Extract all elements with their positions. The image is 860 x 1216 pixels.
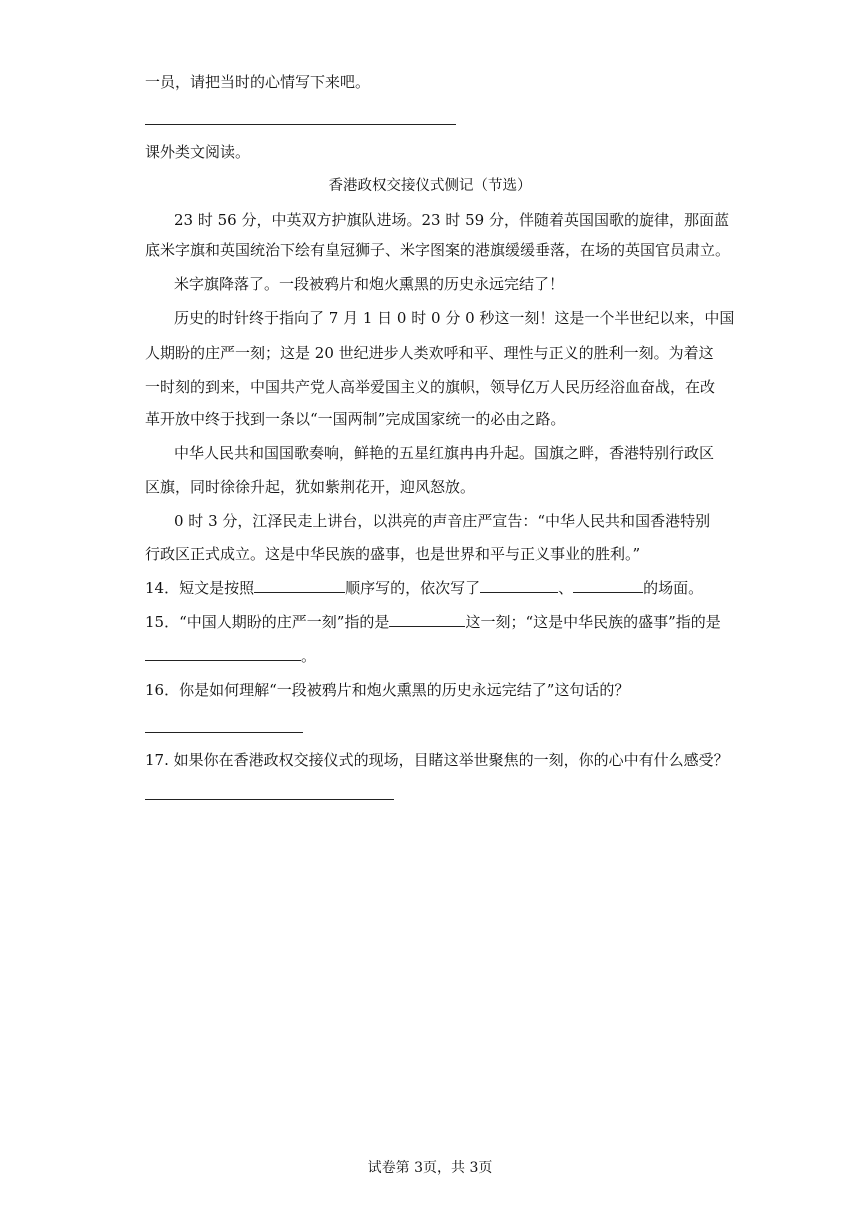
answer-line-previous[interactable] <box>145 124 456 125</box>
question-15 <box>145 612 721 632</box>
passage-p1-line2: 底米字旗和英国统治下绘有皇冠狮子、米字图案的港旗缓缓垂落，在场的英国官员肃立。 <box>145 241 731 259</box>
answer-line-17[interactable] <box>145 799 394 800</box>
question-15-blank-2[interactable] <box>145 646 301 661</box>
question-15-blank-1[interactable] <box>389 612 465 627</box>
question-15-text-2: 这一刻；“这是中华民族的盛事”指的是 <box>465 613 721 631</box>
page-footer: 试卷第 3页，共 3页 <box>367 1160 493 1176</box>
passage-p3-line2: 人期盼的庄严一刻；这是 20 世纪进步人类欢呼和平、理性与正义的胜利一刻。为着这 <box>145 344 714 362</box>
passage-p5-line2: 行政区正式成立。这是中华民族的盛事，也是世界和平与正义事业的胜利。” <box>145 545 641 563</box>
passage-p5-line1: 0 时 3 分，江泽民走上讲台，以洪亮的声音庄严宣告：“中华人民共和国香港特别 <box>174 512 711 530</box>
passage-p4-line2: 区旗，同时徐徐升起，犹如紫荆花开，迎风怒放。 <box>145 478 476 496</box>
question-14-text-1: 14．短文是按照 <box>145 579 255 597</box>
question-15-continuation <box>145 646 316 666</box>
question-14-text-2: 顺序写的，依次写了 <box>345 579 481 597</box>
question-14-blank-2[interactable] <box>480 578 558 593</box>
passage-p3-line4: 革开放中终于找到一条以“一国两制”完成国家统一的必由之路。 <box>145 410 566 428</box>
passage-p1-line1: 23 时 56 分，中英双方护旗队进场。23 时 59 分，伴随着英国国歌的旋律，那面蓝 <box>174 211 729 229</box>
question-17: 17. 如果你在香港政权交接仪式的现场，目睹这举世聚焦的一刻，你的心中有什么感受？ <box>145 751 729 769</box>
question-14 <box>145 578 703 598</box>
passage-p4-line1: 中华人民共和国国歌奏响，鲜艳的五星红旗冉冉升起。国旗之畔，香港特别行政区 <box>174 444 715 462</box>
passage-p3-line1: 历史的时针终于指向了 7 月 1 日 0 时 0 分 0 秒这一刻！这是一个半世纪以来，中国 <box>174 309 735 327</box>
previous-question-continuation: 一员，请把当时的心情写下来吧。 <box>145 73 371 91</box>
passage-p2-line1: 米字旗降落了。一段被鸦片和炮火熏黑的历史永远完结了！ <box>174 275 565 293</box>
question-14-blank-3[interactable] <box>573 578 643 593</box>
question-14-blank-1[interactable] <box>254 578 345 593</box>
passage-p3-line3: 一时刻的到来，中国共产党人高举爱国主义的旗帜，领导亿万人民历经浴血奋战，在改 <box>145 378 716 396</box>
question-16: 16．你是如何理解“一段被鸦片和炮火熏黑的历史永远完结了”这句话的？ <box>145 681 630 699</box>
section-label: 课外类文阅读。 <box>145 143 251 161</box>
answer-line-16[interactable] <box>145 732 303 733</box>
question-15-text-3: 。 <box>301 647 317 665</box>
question-14-text-4: 的场面。 <box>643 579 704 597</box>
question-14-text-3: 、 <box>558 579 574 597</box>
question-15-text-1: 15．“中国人期盼的庄严一刻”指的是 <box>145 613 390 631</box>
passage-title: 香港政权交接仪式侧记（节选） <box>328 178 532 194</box>
